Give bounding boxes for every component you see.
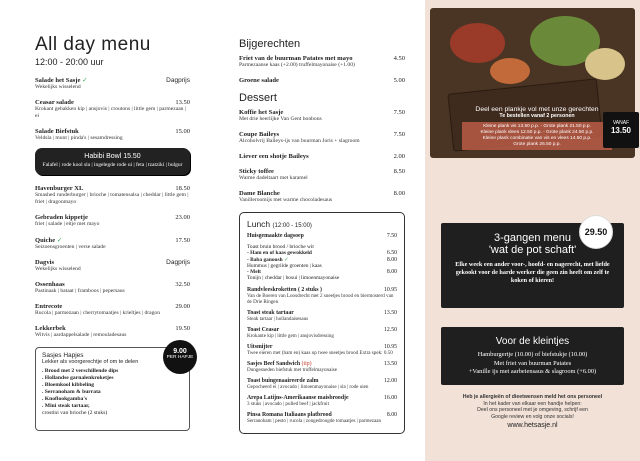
menu-item-price: 10.95	[383, 343, 397, 350]
menu-item-desc: Dungesneden biefstuk met truffelmayonaise	[247, 366, 338, 373]
hapje-item: . Bloemkool kibbeling	[42, 382, 95, 388]
menu-item-name	[247, 412, 332, 418]
brood-option-text: Hummus | gegrilde groenten | kaas	[247, 262, 322, 269]
menu-item-desc: Witvis | aardappelsalade | remouladesaus	[35, 332, 127, 338]
brood-option-text: - Baba ganoush	[247, 256, 283, 263]
kids-title: Voor de kleintjes	[495, 336, 570, 347]
all-day-hours: 12:00 - 20:00 uur	[35, 57, 104, 67]
menu-item-desc: Seizoensgroenten | verse salade	[35, 244, 106, 250]
menu-item	[239, 109, 405, 123]
lunch-title-text: Lunch	[247, 219, 271, 229]
menu-item	[35, 99, 190, 120]
menu-item-price: 5.00	[393, 77, 405, 84]
hapjes-box	[35, 347, 194, 431]
soup-price: 7.50	[386, 233, 397, 239]
hapjes-title: Sasjes Hapjes	[42, 352, 84, 359]
menu-item-price: 8.50	[393, 168, 405, 175]
menu-item-price: 7.50	[393, 131, 405, 138]
menu-item	[35, 128, 190, 142]
menu-item-row	[35, 325, 190, 332]
hapjes-price-badge	[163, 340, 197, 374]
promo-text	[462, 106, 612, 150]
info-line-1: In het kader van elkaar een handje helpen:	[483, 400, 582, 407]
menu-item-desc: Warme dadeltaart met karamel	[239, 175, 308, 181]
menu-item-row	[35, 236, 190, 244]
menu-item	[239, 153, 405, 160]
menu-item-desc: Alcoholvrij Baileys-ijs van buurman Joris + slagroom	[239, 138, 360, 144]
menu-item-name-text: Quiche	[35, 237, 56, 244]
brood-option-price: 6.50	[386, 250, 397, 257]
menu-item-name	[239, 190, 280, 197]
menu-item-name	[35, 99, 74, 106]
menu-item-price: 18.50	[175, 185, 190, 192]
brood-option-text: - Melt	[247, 269, 261, 276]
menu-item-name	[35, 325, 66, 332]
dip-image	[490, 58, 530, 84]
menu-item-name-text: Randvleeskroketten ( 2 stuks )	[247, 286, 322, 293]
habibi-bowl-box	[35, 148, 190, 175]
menu-item	[35, 259, 190, 273]
menu-item-name-text: Dame Blanche	[239, 190, 280, 197]
info-line-2: Deel ons personeel met je omgeving, schrijf een	[477, 407, 588, 413]
menu-item-name-text: Dagvis	[35, 259, 55, 266]
all-day-title: All day menu	[35, 34, 151, 55]
menu-item-name	[247, 361, 312, 367]
menu-item-name	[35, 236, 62, 244]
menu-item	[239, 55, 405, 69]
hapjes-list	[42, 368, 183, 417]
menu-item-price: 13.50	[175, 99, 190, 106]
vegetarian-check-icon: ✓	[82, 77, 88, 84]
info-line-3: Google review en volg onze socials!	[491, 413, 574, 420]
menu-item	[35, 281, 190, 295]
brood-option-text: - Ham en of kaas	[247, 250, 286, 257]
menu-item-name	[35, 303, 62, 310]
menu-item-price: 7.50	[393, 109, 405, 116]
menu-item-name-text: Lekkerbek	[35, 325, 66, 332]
menu-item-row	[239, 55, 405, 62]
menu-item-price: 4.50	[393, 55, 405, 62]
menu-item-price: 10.95	[383, 286, 397, 293]
bijgerechten-title: Bijgerechten	[239, 38, 301, 50]
menu-item-row	[35, 214, 190, 221]
menu-item-desc: Van de Boeren van Loosdrecht met 2 sneetjes brood en biermosterd van de Drie Ringen	[247, 292, 394, 305]
brood-option-text: Tonijn | cheddar | bosui | limoenmayonaise	[247, 275, 340, 282]
menu-item-desc: Parmezaanse kaas (+2.00) truffelmayonaise (+1.00)	[239, 62, 355, 68]
menu-item-name	[247, 310, 294, 316]
hapje-item: . Brood met 2 verschillende dips	[42, 368, 119, 374]
kids-line1: Hamburgertje (10.00) of biefstukje (10.00)	[477, 351, 588, 358]
meat-plate-image	[450, 23, 505, 63]
three-course-title: 3-gangen menu	[493, 232, 572, 244]
menu-item-name	[247, 378, 319, 384]
menu-item-desc: Krokante kip | little gem | ansjovisdressing	[247, 332, 334, 339]
lunch-time: (12:00 - 15:00)	[272, 223, 312, 229]
hapjes-subtitle: Lekker als voorgerechtje of om te delen	[42, 359, 139, 365]
menu-item-desc: Krokant gebakken kip | ansjovis | croutons | little gem | parmezaan | ei	[35, 106, 186, 119]
menu-item	[35, 325, 190, 339]
menu-item-price: 12.50	[383, 326, 397, 333]
menu-item-price: 13.50	[383, 360, 397, 367]
plank-price-line: Grote plank 26.50 p.p.	[513, 142, 561, 147]
lunch-box	[239, 212, 405, 434]
menu-item-name	[247, 327, 279, 333]
menu-item-desc: Steak tartaar | hollandaisesaus	[247, 315, 309, 322]
all-day-items	[35, 76, 190, 142]
menu-item-row	[239, 153, 405, 160]
menu-item-price: 8.00	[393, 190, 405, 197]
three-course-price-badge: 29.50	[579, 215, 613, 249]
menu-item	[239, 77, 405, 84]
specials-column	[425, 0, 640, 461]
brood-title: Toast bruin brood / brioche wit	[247, 244, 314, 250]
brood-option-note: gewokkeld	[287, 250, 312, 257]
menu-item-price: 8.00	[386, 411, 397, 418]
menu-item-price: 32.50	[175, 281, 190, 288]
menu-item	[247, 287, 397, 305]
kids-line3: +Vanille ijs met aarbeiensaus & slagroom (+6.00)	[468, 368, 597, 375]
menu-item-desc: Twee eieren met (ham en) kaas op twee sneetjes brood Extra spek: 0.50	[247, 349, 393, 356]
brood-list	[247, 250, 397, 281]
lunch-items	[247, 287, 397, 424]
vanaf-label: VANAF	[612, 120, 630, 126]
hapje-item: . Knoflookgamba's	[42, 396, 88, 402]
menu-item-name	[35, 259, 54, 266]
menu-item-price: 29.00	[175, 303, 190, 310]
menu-item-desc: Smashed runderburger | brioche | tomatensalsa | cheddar | little gem | friet | dragonmayo	[35, 192, 189, 205]
menu-item-price: 16.00	[383, 394, 397, 401]
menu-item	[35, 303, 190, 317]
menu-item-price: 15.00	[175, 128, 190, 135]
menu-item-name	[35, 214, 88, 221]
hapje-item: . Hollandse garnalenkroketjes	[42, 375, 114, 381]
menu-item-desc: Pastinaak | bataat | framboos | pepersaus	[35, 288, 125, 294]
hapjes-price: 9.00	[173, 348, 187, 355]
three-course-desc: Elke week een ander voor-, hoofd- en nagerecht, met liefde gekookt voor de harde werker die geen zin heeft om zelf te koken of kieren!	[455, 261, 610, 284]
menu-item-name-text: Entrecote	[35, 303, 63, 310]
menu-item-name-text: Liever een shotje Baileys	[239, 153, 309, 160]
menu-item	[247, 327, 397, 339]
menu-item-name-text: Arepa Latijns-Amerikaanse maisbroodje	[247, 394, 349, 401]
soup-name: Huisgemaakte dagsoep	[247, 233, 304, 239]
website-link[interactable]: www.hetsasje.nl	[507, 422, 558, 429]
three-course-subtitle: 'wat de pot schaft'	[488, 244, 577, 256]
kids-box	[441, 327, 624, 385]
menu-item-name-text: Gebraden kippetje	[35, 214, 88, 221]
menu-item-name-text: Salade Biefstuk	[35, 128, 79, 135]
all-day-column	[0, 0, 213, 461]
menu-item-name-text: Toast buingenaaireerde zalm	[247, 377, 319, 384]
brood-option-price: 8.00	[386, 269, 397, 276]
all-day-items-main	[35, 185, 190, 339]
bread-image	[585, 48, 625, 80]
lunch-title	[247, 219, 397, 229]
menu-item-row	[239, 131, 405, 138]
menu-item-name-text: Ceasar salade	[35, 99, 74, 106]
menu-item	[239, 190, 405, 204]
menu-item-row	[239, 109, 405, 116]
menu-item-row	[35, 76, 190, 84]
vanaf-price: 13.50	[610, 126, 632, 135]
bowl-desc: Falafel | rode kool sla | ingelegde rode ui | feta | tzatziki | bulgur	[42, 162, 183, 168]
hapje-item: . Serranoham & burrata	[42, 389, 101, 395]
plank-prices	[462, 122, 612, 150]
menu-item	[247, 412, 397, 424]
menu-item	[35, 185, 190, 206]
plank-price-line: Kleine plank vis 13.50 p.p. - Grote plank 21.50 p.p.	[483, 124, 591, 129]
promo-line2: Te bestellen vanaf 2 personen	[499, 113, 575, 119]
brood-option-price: 8.00	[386, 256, 397, 263]
menu-item	[35, 214, 190, 228]
tip-label: (tip)	[301, 360, 312, 367]
kids-line2: Met friet van buurman Patates	[493, 359, 572, 367]
menu-item-price: 12.00	[383, 377, 397, 384]
menu-item-desc: Gepocheerd ei | avocado | limoenmayonaise | sla | rode uien	[247, 383, 369, 390]
menu-item-name-text: Coupe Baileys	[239, 131, 280, 138]
menu-item	[239, 131, 405, 145]
brood-option-name	[247, 275, 339, 281]
menu-item-name	[239, 77, 279, 84]
menu-item-name-text: Ossenhaas	[35, 281, 65, 288]
menu-item-name	[35, 281, 65, 288]
menu-item-name	[239, 153, 309, 160]
menu-item-name	[35, 185, 83, 192]
menu-item-price: Dagprijs	[166, 77, 190, 84]
menu-item-desc: friet | salade | eitje met mayo	[35, 221, 100, 227]
menu-item	[247, 395, 397, 407]
menu-item-name-text: Havenburger XL	[35, 185, 84, 192]
hapje-item: . Mini steak tartaar,	[42, 403, 90, 409]
hapje-item: crostini van brioche (2 stuks)	[42, 410, 108, 416]
allergy-note: Heb je allergieën of dieetwensen meld het ons personeel	[462, 394, 603, 400]
menu-item-name-text: Koffie het Sasje	[239, 109, 284, 116]
menu-item-row	[239, 77, 405, 84]
vegetarian-check-icon: ✓	[56, 237, 63, 244]
menu-item-name-text: Sasjes Beef Sandwich	[247, 360, 301, 367]
plank-price-line: Kleine plank combinatie van vis en vlees 14.50 p.p.	[482, 136, 592, 141]
vegetarian-check-icon: ✓	[284, 256, 289, 263]
menu-item-price: 17.50	[175, 237, 190, 244]
menu-item-name-text: Uitsmijter	[247, 343, 273, 350]
menu-item-desc: Wekelijks wisselend	[35, 266, 81, 272]
menu-item-name-text: Toast steak tartaar	[247, 309, 294, 316]
menu-item-name-text: Pinsa Romana Italiaans platbrood	[247, 411, 332, 418]
menu-item-price: 19.50	[175, 325, 190, 332]
menu-item-row	[239, 168, 405, 175]
menu-item-price: 13.50	[383, 309, 397, 316]
menu-item-name-text: Salade het Sasje	[35, 77, 81, 84]
menu-item-price: 2.00	[393, 153, 405, 160]
bijgerechten-items	[239, 55, 405, 84]
bowl-title: Habibi Bowl 15.50	[84, 153, 141, 160]
menu-item-name-text: Sticky toffee	[239, 168, 274, 175]
menu-item-row	[35, 281, 190, 288]
dessert-items	[239, 109, 405, 204]
menu-item-price: Dagprijs	[166, 259, 190, 266]
vanaf-badge	[603, 112, 639, 148]
menu-item-desc: Vanilleroomijs met warme chocoladesaus	[239, 197, 333, 203]
menu-item-name	[239, 131, 279, 138]
info-footer	[435, 394, 630, 430]
menu-item	[35, 76, 190, 91]
menu-item-row	[35, 99, 190, 106]
menu-item-name	[35, 76, 88, 84]
menu-item-price: 23.00	[175, 214, 190, 221]
hapjes-price-unit: PER HAPJE	[166, 355, 194, 360]
menu-item-desc: Wekelijks wisselend	[35, 84, 81, 90]
menu-item	[247, 378, 397, 390]
menu-item-desc: Rucola | parmezaan | cherrytomaatjes | krieltjes | dragon	[35, 310, 161, 316]
menu-item-row	[35, 185, 190, 192]
menu-item-row	[35, 303, 190, 310]
menu-item-name	[247, 344, 272, 350]
menu-item	[247, 344, 397, 356]
menu-item-desc: Veldsla | munt | pinda's | sesamdressing	[35, 135, 123, 141]
plank-price-line: Kleine plank vlees 12.50 p.p. - Grote plank 24.50 p.p.	[480, 130, 594, 135]
menu-item-name-text: Friet van de buurman Patates met mayo	[239, 55, 353, 62]
menu-item-desc: Serranoham | pesto | rucola | zongedroogde tomaatjes | parmezaan	[247, 417, 382, 424]
menu-item-name	[239, 168, 274, 175]
middle-column	[213, 0, 425, 461]
brood-option	[247, 275, 397, 281]
dessert-title: Dessert	[239, 92, 277, 104]
menu-item	[239, 168, 405, 182]
menu-item-row	[35, 259, 190, 266]
menu-item	[247, 361, 397, 373]
menu-item-name-text: Toast Ceasar	[247, 326, 280, 333]
menu-item-name-text: Groene salade	[239, 77, 279, 84]
menu-item-name	[247, 395, 349, 401]
menu-item-row	[35, 128, 190, 135]
menu-item-desc: 3 stuks | avocado | pulled beef | jackfruit	[247, 400, 329, 407]
menu-item-name	[239, 109, 283, 116]
menu-item-name	[239, 55, 353, 62]
menu-item-name	[35, 128, 79, 135]
menu-item	[35, 236, 190, 251]
menu-item-name	[247, 287, 322, 293]
promo-line1: Deel een plankje vol met unze gerechten	[475, 106, 599, 113]
menu-item-row	[239, 190, 405, 197]
menu-item-desc: Met drie heerlijke Van Gent bonbons	[239, 116, 322, 122]
menu-item	[247, 310, 397, 322]
